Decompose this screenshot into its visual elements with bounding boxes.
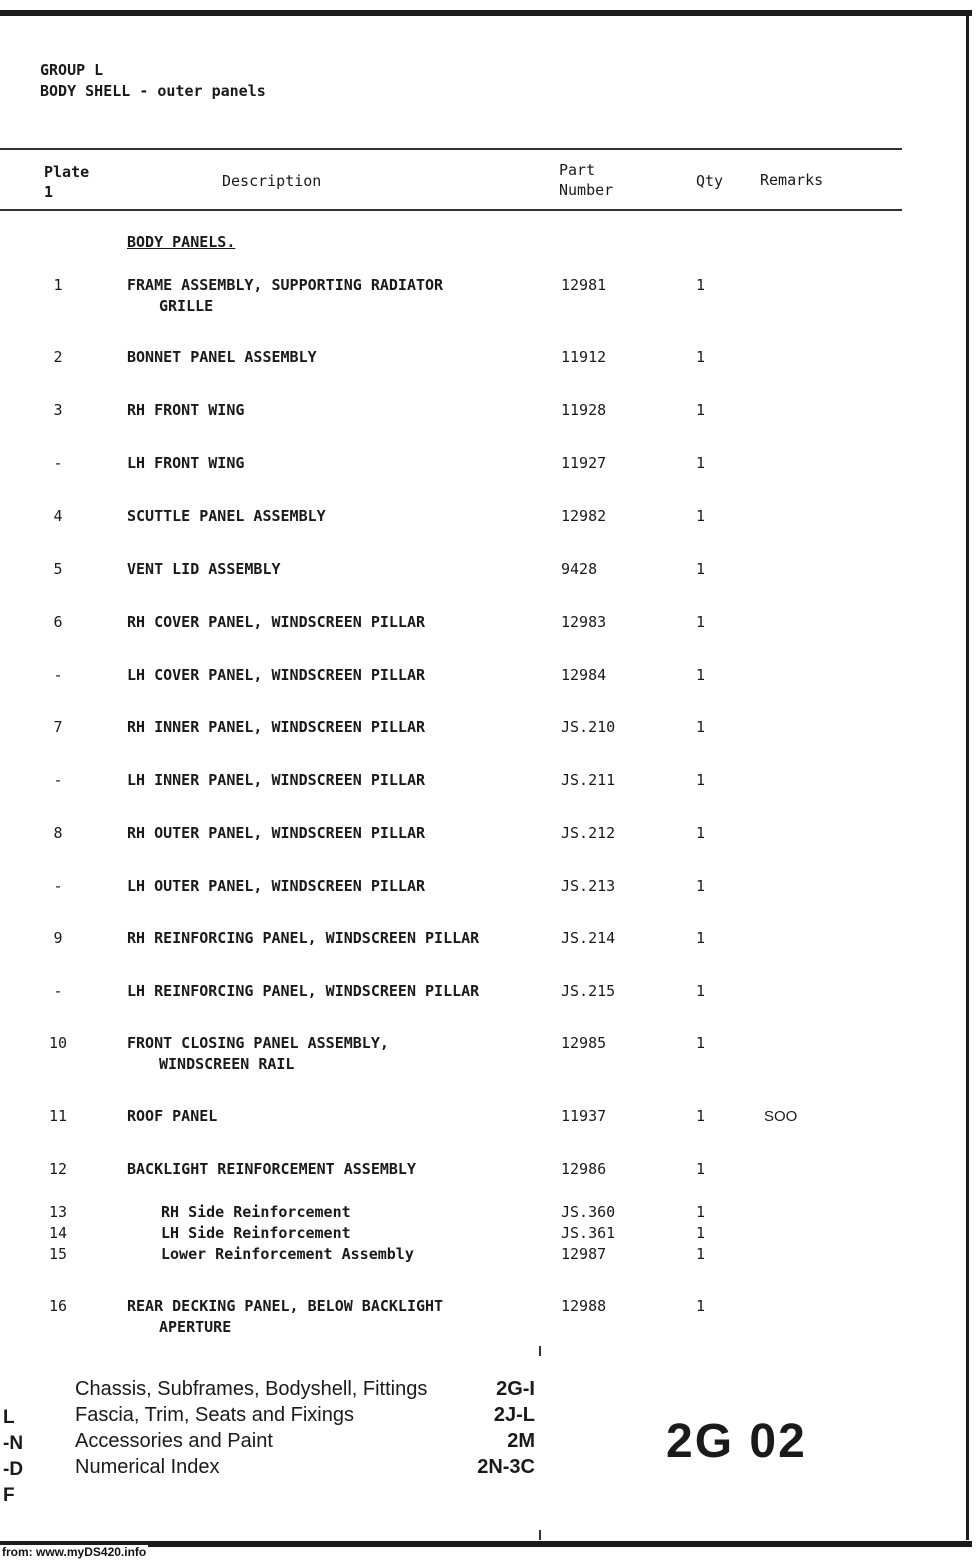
description-line: RH Side Reinforcement <box>161 1203 351 1221</box>
qty-cell: 1 <box>696 771 706 789</box>
index-letters: L -N -D F <box>3 1407 24 1506</box>
description-line: FRAME ASSEMBLY, SUPPORTING RADIATOR <box>127 276 444 294</box>
description-cell <box>127 770 425 791</box>
part-number-cell: 12985 <box>561 1034 607 1052</box>
qty-cell: 1 <box>696 348 706 366</box>
divider-tick <box>539 1346 541 1356</box>
description-cell <box>127 275 443 317</box>
qty-cell: 1 <box>696 401 706 419</box>
column-header-description: Description <box>222 172 322 190</box>
qty-cell: 1 <box>696 276 706 294</box>
qty-cell: 1 <box>696 1160 706 1178</box>
qty-cell: 1 <box>696 1245 706 1263</box>
table-header-rule <box>0 209 902 211</box>
part-number-cell: 11928 <box>561 401 607 419</box>
description-line: BACKLIGHT REINFORCEMENT ASSEMBLY <box>127 1160 416 1178</box>
description-cell <box>127 400 244 421</box>
plate-cell: 15 <box>48 1245 68 1263</box>
description-cell <box>127 1033 389 1075</box>
description-line-2: APERTURE <box>159 1318 232 1336</box>
plate-cell: 8 <box>53 824 63 842</box>
plate-cell: 1 <box>53 276 63 294</box>
part-number-cell: JS.211 <box>561 771 616 789</box>
part-number-cell: JS.212 <box>561 824 616 842</box>
page-header <box>40 60 266 102</box>
part-number-cell: 11912 <box>561 348 607 366</box>
part-number-cell: JS.361 <box>561 1224 616 1242</box>
part-number-cell: JS.210 <box>561 718 616 736</box>
part-number-cell: 11937 <box>561 1107 607 1125</box>
part-number-cell: JS.213 <box>561 877 616 895</box>
description-cell <box>127 612 425 633</box>
description-cell <box>127 1296 443 1338</box>
description-cell <box>127 1159 416 1180</box>
plate-cell: 13 <box>48 1203 68 1221</box>
part-number-cell: 12984 <box>561 666 607 684</box>
description-cell <box>161 1244 414 1265</box>
plate-cell: 3 <box>53 401 63 419</box>
column-header-part-number: Part Number <box>559 161 614 199</box>
part-number-cell: 12986 <box>561 1160 607 1178</box>
description-line: Lower Reinforcement Assembly <box>161 1245 414 1263</box>
part-number-cell: 11927 <box>561 454 607 472</box>
description-cell <box>127 981 479 1002</box>
plate-cell: 6 <box>53 613 63 631</box>
section-index <box>75 1378 535 1482</box>
plate-cell: 14 <box>48 1224 68 1242</box>
plate-cell: 2 <box>53 348 63 366</box>
qty-cell: 1 <box>696 1034 706 1052</box>
plate-cell: 16 <box>48 1297 68 1315</box>
plate-cell: - <box>53 771 63 789</box>
description-line: REAR DECKING PANEL, BELOW BACKLIGHT <box>127 1297 444 1315</box>
description-line-2: WINDSCREEN RAIL <box>159 1055 295 1073</box>
right-border <box>966 10 969 1540</box>
part-number-cell: 12982 <box>561 507 607 525</box>
description-cell <box>161 1223 351 1244</box>
page-code: 2G 02 <box>666 1415 807 1468</box>
plate-cell: 4 <box>53 507 63 525</box>
description-line: LH REINFORCING PANEL, WINDSCREEN PILLAR <box>127 982 480 1000</box>
plate-cell: 10 <box>48 1034 68 1052</box>
part-number-cell: 9428 <box>561 560 598 578</box>
qty-cell: 1 <box>696 824 706 842</box>
qty-cell: 1 <box>696 613 706 631</box>
description-line: LH FRONT WING <box>127 454 245 472</box>
description-line: RH REINFORCING PANEL, WINDSCREEN PILLAR <box>127 929 480 947</box>
description-cell <box>127 928 479 949</box>
description-cell <box>127 506 326 527</box>
description-cell <box>127 453 244 474</box>
description-line: RH INNER PANEL, WINDSCREEN PILLAR <box>127 718 426 736</box>
description-line: BONNET PANEL ASSEMBLY <box>127 348 317 366</box>
part-number-cell: JS.214 <box>561 929 616 947</box>
description-line-2: GRILLE <box>159 297 214 315</box>
plate-cell: - <box>53 982 63 1000</box>
column-header-remarks: Remarks <box>760 171 824 189</box>
description-line: LH INNER PANEL, WINDSCREEN PILLAR <box>127 771 426 789</box>
plate-cell: 12 <box>48 1160 68 1178</box>
description-line: LH Side Reinforcement <box>161 1224 351 1242</box>
part-number-cell: 12987 <box>561 1245 607 1263</box>
source-credit: from: www.myDS420.info <box>2 1545 147 1559</box>
group-title: GROUP L <box>40 61 104 79</box>
description-cell <box>127 347 317 368</box>
plate-cell: 5 <box>53 560 63 578</box>
qty-cell: 1 <box>696 982 706 1000</box>
group-subtitle: BODY SHELL - outer panels <box>40 82 266 100</box>
index-row: Chassis, Subframes, Bodyshell, Fittings 2G-I <box>75 1378 535 1400</box>
description-cell <box>161 1202 351 1223</box>
qty-cell: 1 <box>696 929 706 947</box>
index-row: Numerical Index 2N-3C <box>75 1456 535 1478</box>
description-line: FRONT CLOSING PANEL ASSEMBLY, <box>127 1034 389 1052</box>
description-cell <box>127 823 425 844</box>
qty-cell: 1 <box>696 1107 706 1125</box>
index-row: Accessories and Paint 2M <box>75 1430 535 1452</box>
description-line: LH COVER PANEL, WINDSCREEN PILLAR <box>127 666 426 684</box>
qty-cell: 1 <box>696 1297 706 1315</box>
qty-cell: 1 <box>696 666 706 684</box>
description-cell <box>127 665 425 686</box>
part-number-cell: JS.360 <box>561 1203 616 1221</box>
remarks-cell: SOO <box>764 1108 798 1125</box>
description-cell <box>127 1106 217 1127</box>
description-line: RH OUTER PANEL, WINDSCREEN PILLAR <box>127 824 426 842</box>
qty-cell: 1 <box>696 1224 706 1242</box>
qty-cell: 1 <box>696 1203 706 1221</box>
plate-cell: 9 <box>53 929 63 947</box>
description-line: LH OUTER PANEL, WINDSCREEN PILLAR <box>127 877 426 895</box>
qty-cell: 1 <box>696 718 706 736</box>
part-number-cell: JS.215 <box>561 982 616 1000</box>
description-line: ROOF PANEL <box>127 1107 218 1125</box>
qty-cell: 1 <box>696 560 706 578</box>
description-cell <box>127 876 425 897</box>
part-number-cell: 12981 <box>561 276 607 294</box>
plate-cell: - <box>53 877 63 895</box>
column-header-plate: Plate 1 <box>44 163 90 201</box>
column-header-qty: Qty <box>696 172 724 190</box>
section-title: BODY PANELS. <box>127 233 236 251</box>
qty-cell: 1 <box>696 507 706 525</box>
description-line: RH COVER PANEL, WINDSCREEN PILLAR <box>127 613 426 631</box>
part-number-cell: 12983 <box>561 613 607 631</box>
plate-cell: 11 <box>48 1107 68 1125</box>
qty-cell: 1 <box>696 454 706 472</box>
description-line: VENT LID ASSEMBLY <box>127 560 281 578</box>
description-cell <box>127 717 425 738</box>
index-row: Fascia, Trim, Seats and Fixings 2J-L <box>75 1404 535 1426</box>
description-line: RH FRONT WING <box>127 401 245 419</box>
plate-cell: - <box>53 454 63 472</box>
description-cell <box>127 559 281 580</box>
description-line: SCUTTLE PANEL ASSEMBLY <box>127 507 326 525</box>
top-border <box>0 10 972 16</box>
part-number-cell: 12988 <box>561 1297 607 1315</box>
plate-cell: - <box>53 666 63 684</box>
plate-cell: 7 <box>53 718 63 736</box>
qty-cell: 1 <box>696 877 706 895</box>
table-top-rule <box>0 148 902 150</box>
divider-tick <box>539 1530 541 1540</box>
